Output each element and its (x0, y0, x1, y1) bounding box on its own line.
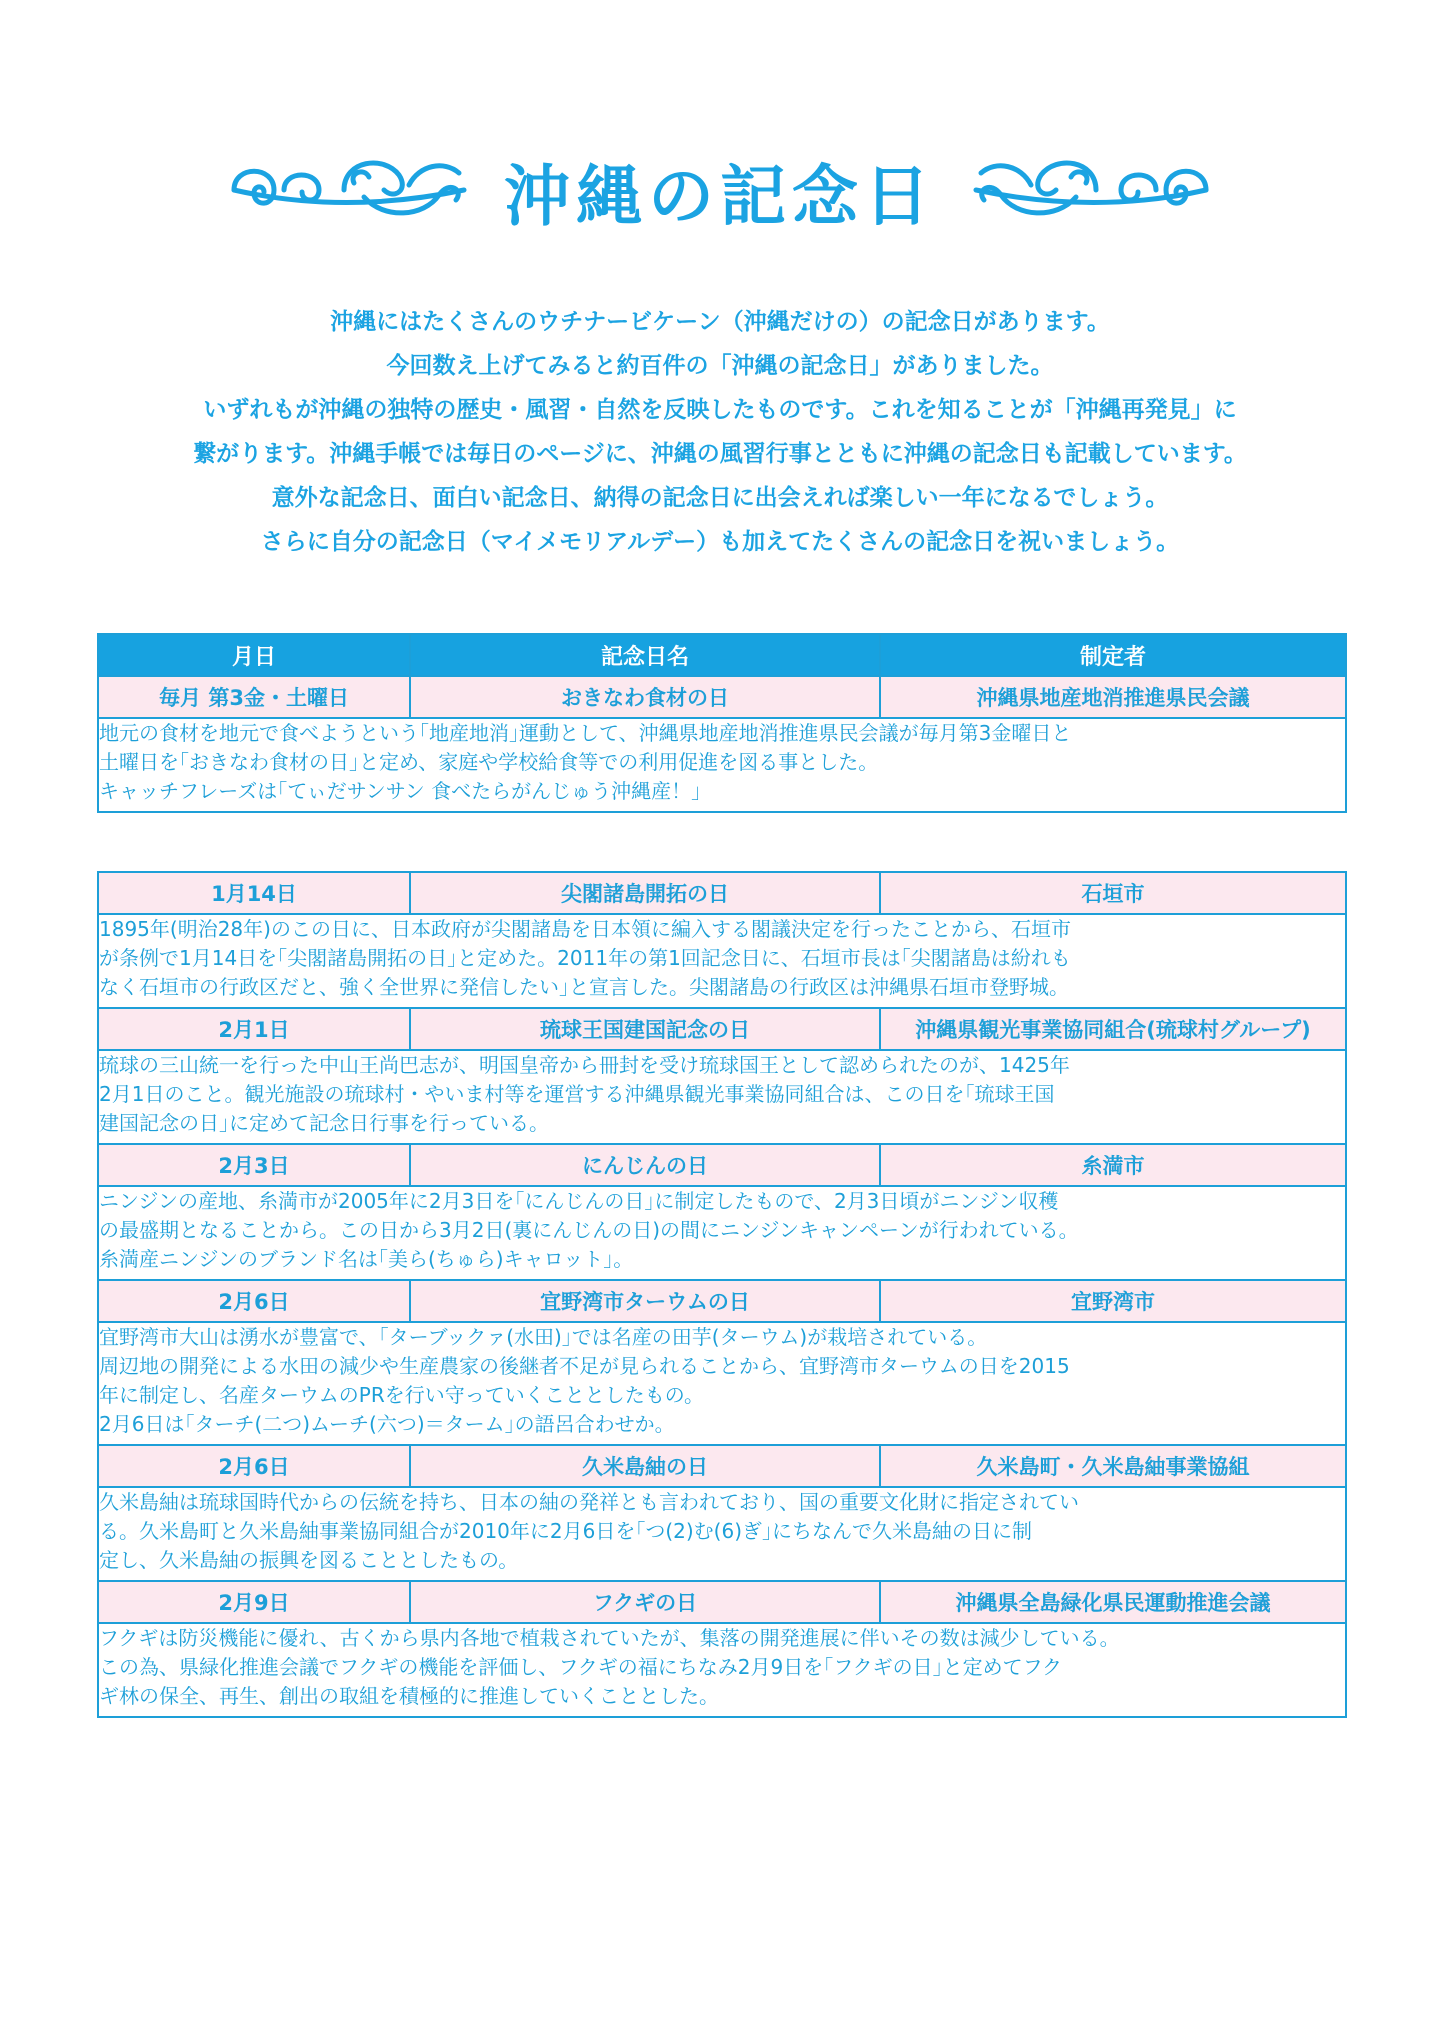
intro-line: 沖縄にはたくさんのウチナービケーン（沖縄だけの）の記念日があります。 (330, 309, 1110, 335)
entry-date: 2月6日 (98, 1445, 410, 1487)
intro-line: 繋がります。沖縄手帳では毎日のページに、沖縄の風習行事とともに沖縄の記念日も記載しています。 (193, 441, 1247, 467)
intro-text (60, 300, 1380, 564)
entry-by: 宜野湾市 (880, 1280, 1346, 1322)
description-row (98, 718, 1346, 812)
entry-date: 2月6日 (98, 1280, 410, 1322)
entry-description (98, 1050, 1346, 1144)
entry-name: 久米島紬の日 (410, 1445, 880, 1487)
entry-by: 沖縄県全島緑化県民運動推進会議 (880, 1581, 1346, 1623)
description-line: 2月6日は｢ターチ(二つ)ムーチ(六つ)＝ターム｣の語呂合わせか。 (99, 1412, 675, 1436)
description-line: 久米島紬は琉球国時代からの伝統を持ち、日本の紬の発祥とも言われており、国の重要文化財に指定されてい (99, 1490, 1079, 1514)
description-line: 地元の食材を地元で食べようという｢地産地消｣運動として、沖縄県地産地消推進県民会議が毎月第3金曜日と (99, 721, 1072, 745)
entry-by: 沖縄県地産地消推進県民会議 (880, 676, 1346, 718)
description-line: の最盛期となることから。この日から3月2日(裏にんじんの日)の間にニンジンキャンペーンが行われている。 (99, 1218, 1079, 1242)
entry-name: フクギの日 (410, 1581, 880, 1623)
intro-line: いずれもが沖縄の独特の歴史・風習・自然を反映したものです。これを知ることが「沖縄再発見」に (203, 397, 1237, 423)
entry-description (98, 1322, 1346, 1445)
description-line: なく石垣市の行政区だと、強く全世界に発信したい｣と宣言した。尖閣諸島の行政区は沖縄県石垣市登野城。 (99, 975, 1069, 999)
entry-row (98, 1008, 1346, 1050)
entry-date: 毎月 第3金・土曜日 (98, 676, 410, 718)
description-line: 琉球の三山統一を行った中山王尚巴志が、明国皇帝から冊封を受け琉球国王として認められたのが、1425年 (99, 1053, 1070, 1077)
entry-by: 沖縄県観光事業協同組合(琉球村グループ) (880, 1008, 1346, 1050)
description-line: フクギは防災機能に優れ、古くから県内各地で植栽されていたが、集落の開発進展に伴いその数は減少している。 (99, 1626, 1120, 1650)
entry-name: 琉球王国建国記念の日 (410, 1008, 880, 1050)
entry-date: 2月3日 (98, 1144, 410, 1186)
entry-row (98, 1144, 1346, 1186)
entry-description (98, 1623, 1346, 1717)
entry-by: 糸満市 (880, 1144, 1346, 1186)
monthly-table (97, 633, 1347, 813)
description-line: ニンジンの産地、糸満市が2005年に2月3日を｢にんじんの日｣に制定したもので、2月3日頃がニンジン収穫 (99, 1189, 1059, 1213)
header-by: 制定者 (880, 634, 1346, 676)
entry-by: 久米島町・久米島紬事業協組 (880, 1445, 1346, 1487)
description-line: 周辺地の開発による水田の減少や生産農家の後継者不足が見られることから、宜野湾市ターウムの日を2015 (99, 1354, 1070, 1378)
description-line: ギ林の保全、再生、創出の取組を積極的に推進していくこととした。 (99, 1684, 719, 1708)
entry-name: 宜野湾市ターウムの日 (410, 1280, 880, 1322)
description-row (98, 1623, 1346, 1717)
entry-row (98, 1445, 1346, 1487)
description-line: 年に制定し、名産ターウムのPRを行い守っていくこととしたもの。 (99, 1383, 704, 1407)
description-line: 定し、久米島紬の振興を図ることとしたもの。 (99, 1548, 519, 1572)
description-row (98, 914, 1346, 1008)
entry-date: 2月9日 (98, 1581, 410, 1623)
description-line: る。久米島町と久米島紬事業協同組合が2010年に2月6日を｢つ(2)む(6)ぎ｣にちなんで久米島紬の日に制 (99, 1519, 1033, 1543)
description-line: 2月1日のこと。観光施設の琉球村・やいま村等を運営する沖縄県観光事業協同組合は、この日を｢琉球王国 (99, 1082, 1055, 1106)
header-date: 月日 (98, 634, 410, 676)
description-line: キャッチフレーズは｢てぃだサンサン 食べたらがんじゅう沖縄産！｣ (99, 779, 702, 803)
entry-name: 尖閣諸島開拓の日 (410, 872, 880, 914)
entry-description (98, 1487, 1346, 1581)
description-line: が条例で1月14日を｢尖閣諸島開拓の日｣と定めた。2011年の第1回記念日に、石垣市長は｢尖閣諸島は紛れも (99, 946, 1071, 970)
intro-line: 今回数え上げてみると約百件の「沖縄の記念日」がありました。 (386, 353, 1054, 379)
entry-row (98, 676, 1346, 718)
description-row (98, 1186, 1346, 1280)
description-line: この為、県緑化推進会議でフクギの機能を評価し、フクギの福にちなみ2月9日を｢フクギの日｣と定めてフク (99, 1655, 1063, 1679)
entry-date: 1月14日 (98, 872, 410, 914)
description-line: 宜野湾市大山は湧水が豊富で、｢ターブックァ(水田)｣では名産の田芋(ターウム)が栽培されている。 (99, 1325, 988, 1349)
entry-date: 2月1日 (98, 1008, 410, 1050)
description-line: 建国記念の日｣に定めて記念日行事を行っている。 (99, 1111, 549, 1135)
right-ornament-icon (966, 145, 1216, 235)
entry-description (98, 718, 1346, 812)
entry-description (98, 1186, 1346, 1280)
entry-by: 石垣市 (880, 872, 1346, 914)
intro-line: さらに自分の記念日（マイメモリアルデー）も加えてたくさんの記念日を祝いましょう。 (260, 529, 1180, 555)
description-line: 糸満産ニンジンのブランド名は｢美ら(ちゅら)キャロット｣。 (99, 1247, 634, 1271)
anniversary-table (97, 871, 1347, 1718)
left-ornament-icon (224, 145, 474, 235)
title-area (0, 140, 1440, 240)
intro-line: 意外な記念日、面白い記念日、納得の記念日に出会えれば楽しい一年になるでしょう。 (271, 485, 1169, 511)
header-name: 記念日名 (410, 634, 880, 676)
entry-row (98, 872, 1346, 914)
description-row (98, 1050, 1346, 1144)
entry-row (98, 1280, 1346, 1322)
page-title: 沖縄の記念日 (504, 157, 936, 235)
entry-name: にんじんの日 (410, 1144, 880, 1186)
entry-description (98, 914, 1346, 1008)
description-line: 1895年(明治28年)のこの日に、日本政府が尖閣諸島を日本領に編入する閣議決定を行ったことから、石垣市 (99, 917, 1071, 941)
entry-name: おきなわ食材の日 (410, 676, 880, 718)
table-header-row (98, 634, 1346, 676)
description-row (98, 1487, 1346, 1581)
description-row (98, 1322, 1346, 1445)
entry-row (98, 1581, 1346, 1623)
description-line: 土曜日を｢おきなわ食材の日｣と定め、家庭や学校給食等での利用促進を図る事とした。 (99, 750, 879, 774)
